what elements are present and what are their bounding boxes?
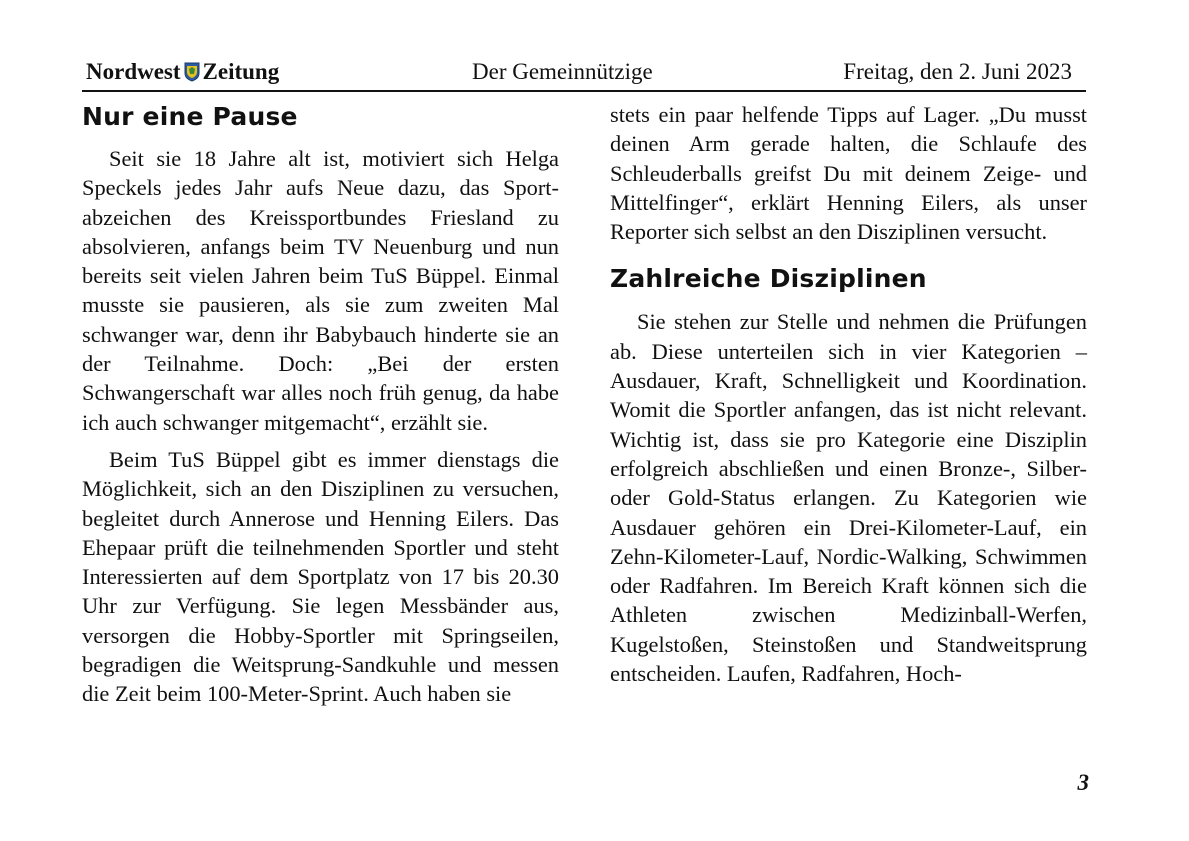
left-column	[82, 100, 559, 717]
subheading-zahlreiche-disziplinen: Zahlreiche Disziplinen	[610, 264, 927, 294]
article-paragraph: Beim TuS Büppel gibt es immer dienstags die Möglichkeit, sich an den Disziplinen zu versuchen, begleitet durch Annerose und Henning Eilers. Das Ehepaar prüft die teilnehmenden Sportler und steht Interessierten auf dem Sportplatz von 17 bis 20.30 Uhr zur Verfügung. Sie legen Messbänder aus, versorgen die Hobby-Sportler mit Springseilen, begradigen die Weitsprung-Sandkuhle und messen die Zeit beim 100-Meter-Sprint. Auch haben sie	[82, 446, 559, 707]
coat-of-arms-icon	[184, 61, 200, 81]
newspaper-logo	[86, 58, 279, 86]
logo-text-left: Nordwest	[86, 59, 181, 84]
article-paragraph: Seit sie 18 Jahre alt ist, motiviert sich Helga Speckels jedes Jahr aufs Neue dazu, das Sportabzeichen des Kreissportbundes Friesland zu absolvieren, anfangs beim TV Neuenburg und nun bereits seit vielen Jahren beim TuS Büppel. Einmal musste sie pausieren, als sie zum zweiten Mal schwanger war, denn ihr Babybauch hinderte sie an der Teilnahme. Doch: „Bei der ersten Schwangerschaft war alles noch früh genug, da habe ich auch schwanger mitgemacht“, erzählt sie.	[82, 146, 559, 435]
article-paragraph-continued: stets ein paar helfende Tipps auf Lager. „Du musst deinen Arm gerade halten, die Schlaufe des Schleuderballs greifst Du mit deinem Zeige- und Mittelfinger“, erklärt Henning Eilers, als unser Reporter sich selbst an den Disziplinen versucht.	[610, 102, 1087, 245]
logo-text-right: Zeitung	[202, 59, 280, 84]
section-name: Der Gemeinnützige	[472, 59, 653, 84]
issue-date: Freitag, den 2. Juni 2023	[843, 59, 1072, 84]
subheading-nur-eine-pause: Nur eine Pause	[82, 102, 298, 131]
right-column	[610, 100, 1087, 696]
page-number: 3	[1077, 770, 1089, 795]
masthead	[82, 56, 1086, 92]
article-paragraph: Sie stehen zur Stelle und nehmen die Prüfungen ab. Diese unterteilen sich in vier Kategorien – Ausdauer, Kraft, Schnelligkeit und Koordination. Womit die Sportler anfangen, das ist nicht relevant. Wichtig ist, dass sie pro Kategorie eine Disziplin erfolgreich abschließen und einen Bronze-, Silber- oder Gold-Status erlangen. Zu Kategorien wie Ausdauer gehören ein Drei-Kilometer-Lauf, ein Zehn-Kilometer-Lauf, Nordic-Walking, Schwimmen oder Radfahren. Im Bereich Kraft können sich die Athleten zwischen Medizinball-Werfen, Kugelstoßen, Steinstoßen und Standweitsprung entscheiden. Laufen, Radfahren, Hoch-	[610, 309, 1087, 687]
header-rule	[82, 90, 1086, 92]
